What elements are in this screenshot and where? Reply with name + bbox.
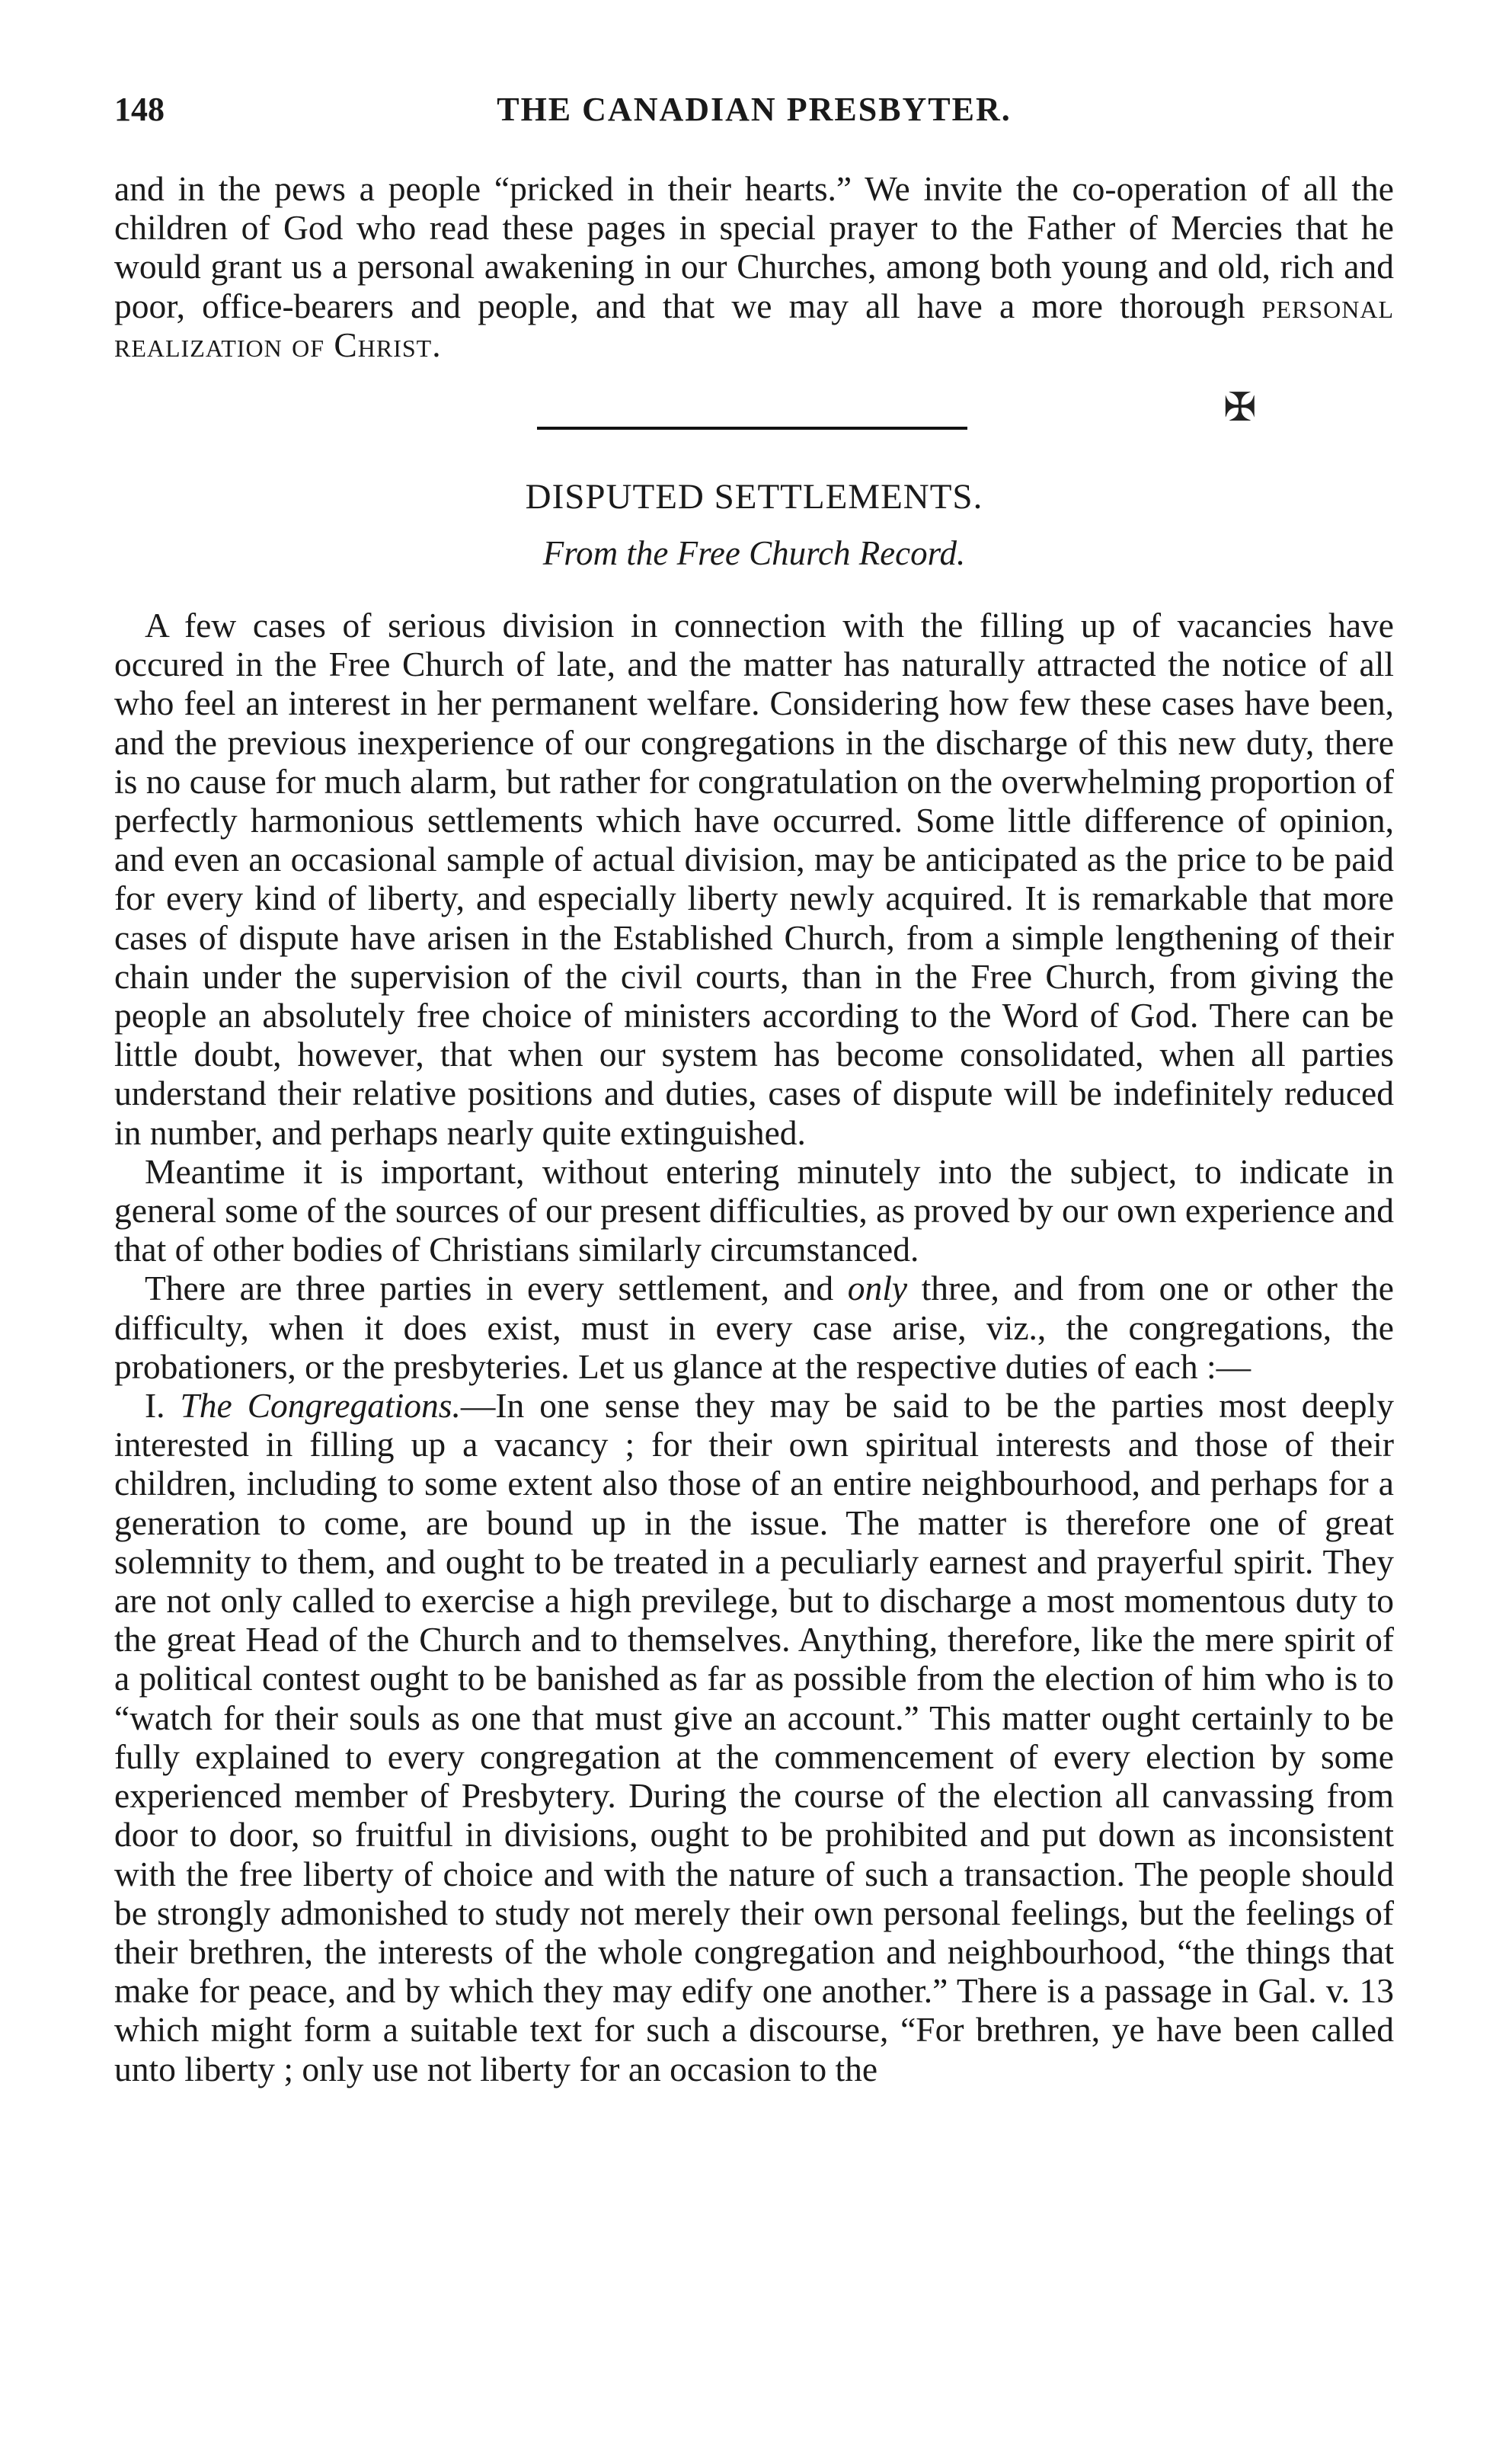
emphasis-text: only — [847, 1269, 908, 1308]
handwritten-margin-mark: ✠ — [1223, 386, 1257, 430]
section-heading: The Congregations. — [180, 1386, 461, 1426]
article-source: From the Free Church Record. — [542, 534, 966, 572]
paragraph: Meantime it is important, without entering minutely into the subject, to indicate in general some of the sources of our present difficulties, as proved by our own experience and that of other bodies of Christians similarly circumstanced. — [114, 1151, 1394, 1269]
paragraph — [114, 1269, 1394, 1386]
article-title: DISPUTED SETTLEMENTS. — [525, 477, 983, 517]
paragraph-text: three, and from one or other the difficulty, when it does exist, must in every case arise, viz., the congregations, the probationers, or the presbyteries. Let us glance at the respective duties of each :— — [114, 1269, 1394, 1386]
section-number: I. — [145, 1386, 181, 1426]
running-title: THE CANADIAN PRESBYTER. — [497, 91, 1012, 128]
paragraph-text: There are three parties in every settlement, and — [145, 1269, 848, 1308]
page-header — [114, 90, 1394, 136]
page-number: 148 — [114, 91, 165, 128]
intro-emphasis: personal realization of Christ. — [114, 286, 1394, 364]
paragraph-text: —In one sense they may be said to be the parties most deeply interested in filling up a vacancy ; for their own spiritual interests and those of their children, including to some extent also those of an entire neighbourhood, and perhaps for a generation to come, are bound up in the issue. The matter is therefore one of great solemnity to them, and ought to be treated in a peculiarly earnest and prayerful spirit. They are not only called to exercise a high previlege, but to discharge a most momentous duty to the great Head of the Church and to themselves. Anything, therefore, like the mere spirit of a political contest ought to be banished as far as possible from the election of him who is to “watch for their souls as one that must give an account.” This matter ought certainly to be fully explained to every congregation at the commencement of every election by some experienced member of Presbytery. During the course of the election all canvassing from door to door, so fruitful in divisions, ought to be prohibited and put down as inconsistent with the free liberty of choice and with the nature of such a transaction. The people should be strongly admonished to study not merely their own personal feelings, but the feelings of their brethren, the interests of the whole congregation and neighbourhood, “the things that make for peace, and by which they may edify one another.” There is a passage in Gal. v. 13 which might form a suitable text for such a discourse, “For brethren, ye have been called unto liberty ; only use not liberty for an occasion to the — [114, 1386, 1394, 2088]
section-divider — [537, 427, 967, 430]
article-body — [114, 606, 1394, 2088]
intro-text — [114, 169, 1394, 364]
paragraph — [114, 1386, 1394, 2088]
intro-text-body: and in the pews a people “pricked in their hearts.” We invite the co-operation of all the children of God who read these pages in special prayer to the Father of Mercies that he would grant us a personal awakening in our Churches, among both young and old, rich and poor, office-bearers and people, and that we may all have a more thorough — [114, 169, 1394, 325]
paragraph: A few cases of serious division in connection with the filling up of vacancies have occured in the Free Church of late, and the matter has naturally attracted the notice of all who feel an interest in her permanent welfare. Considering how few these cases have been, and the previous inexperience of our congregations in the discharge of this new duty, there is no cause for much alarm, but rather for congratulation on the overwhelming proportion of perfectly harmonious settlements which have occurred. Some little difference of opinion, and even an occasional sample of actual division, may be anticipated as the price to be paid for every kind of liberty, and especially liberty newly acquired. It is remarkable that more cases of dispute have arisen in the Established Church, from a simple lengthening of their chain under the supervision of the civil courts, than in the Free Church, from giving the people an absolutely free choice of ministers according to the Word of God. There can be little doubt, however, that when our system has become consolidated, when all parties understand their relative positions and duties, cases of dispute will be indefinitely reduced in number, and perhaps nearly quite extinguished. — [114, 606, 1394, 1152]
intro-paragraph — [114, 169, 1394, 364]
